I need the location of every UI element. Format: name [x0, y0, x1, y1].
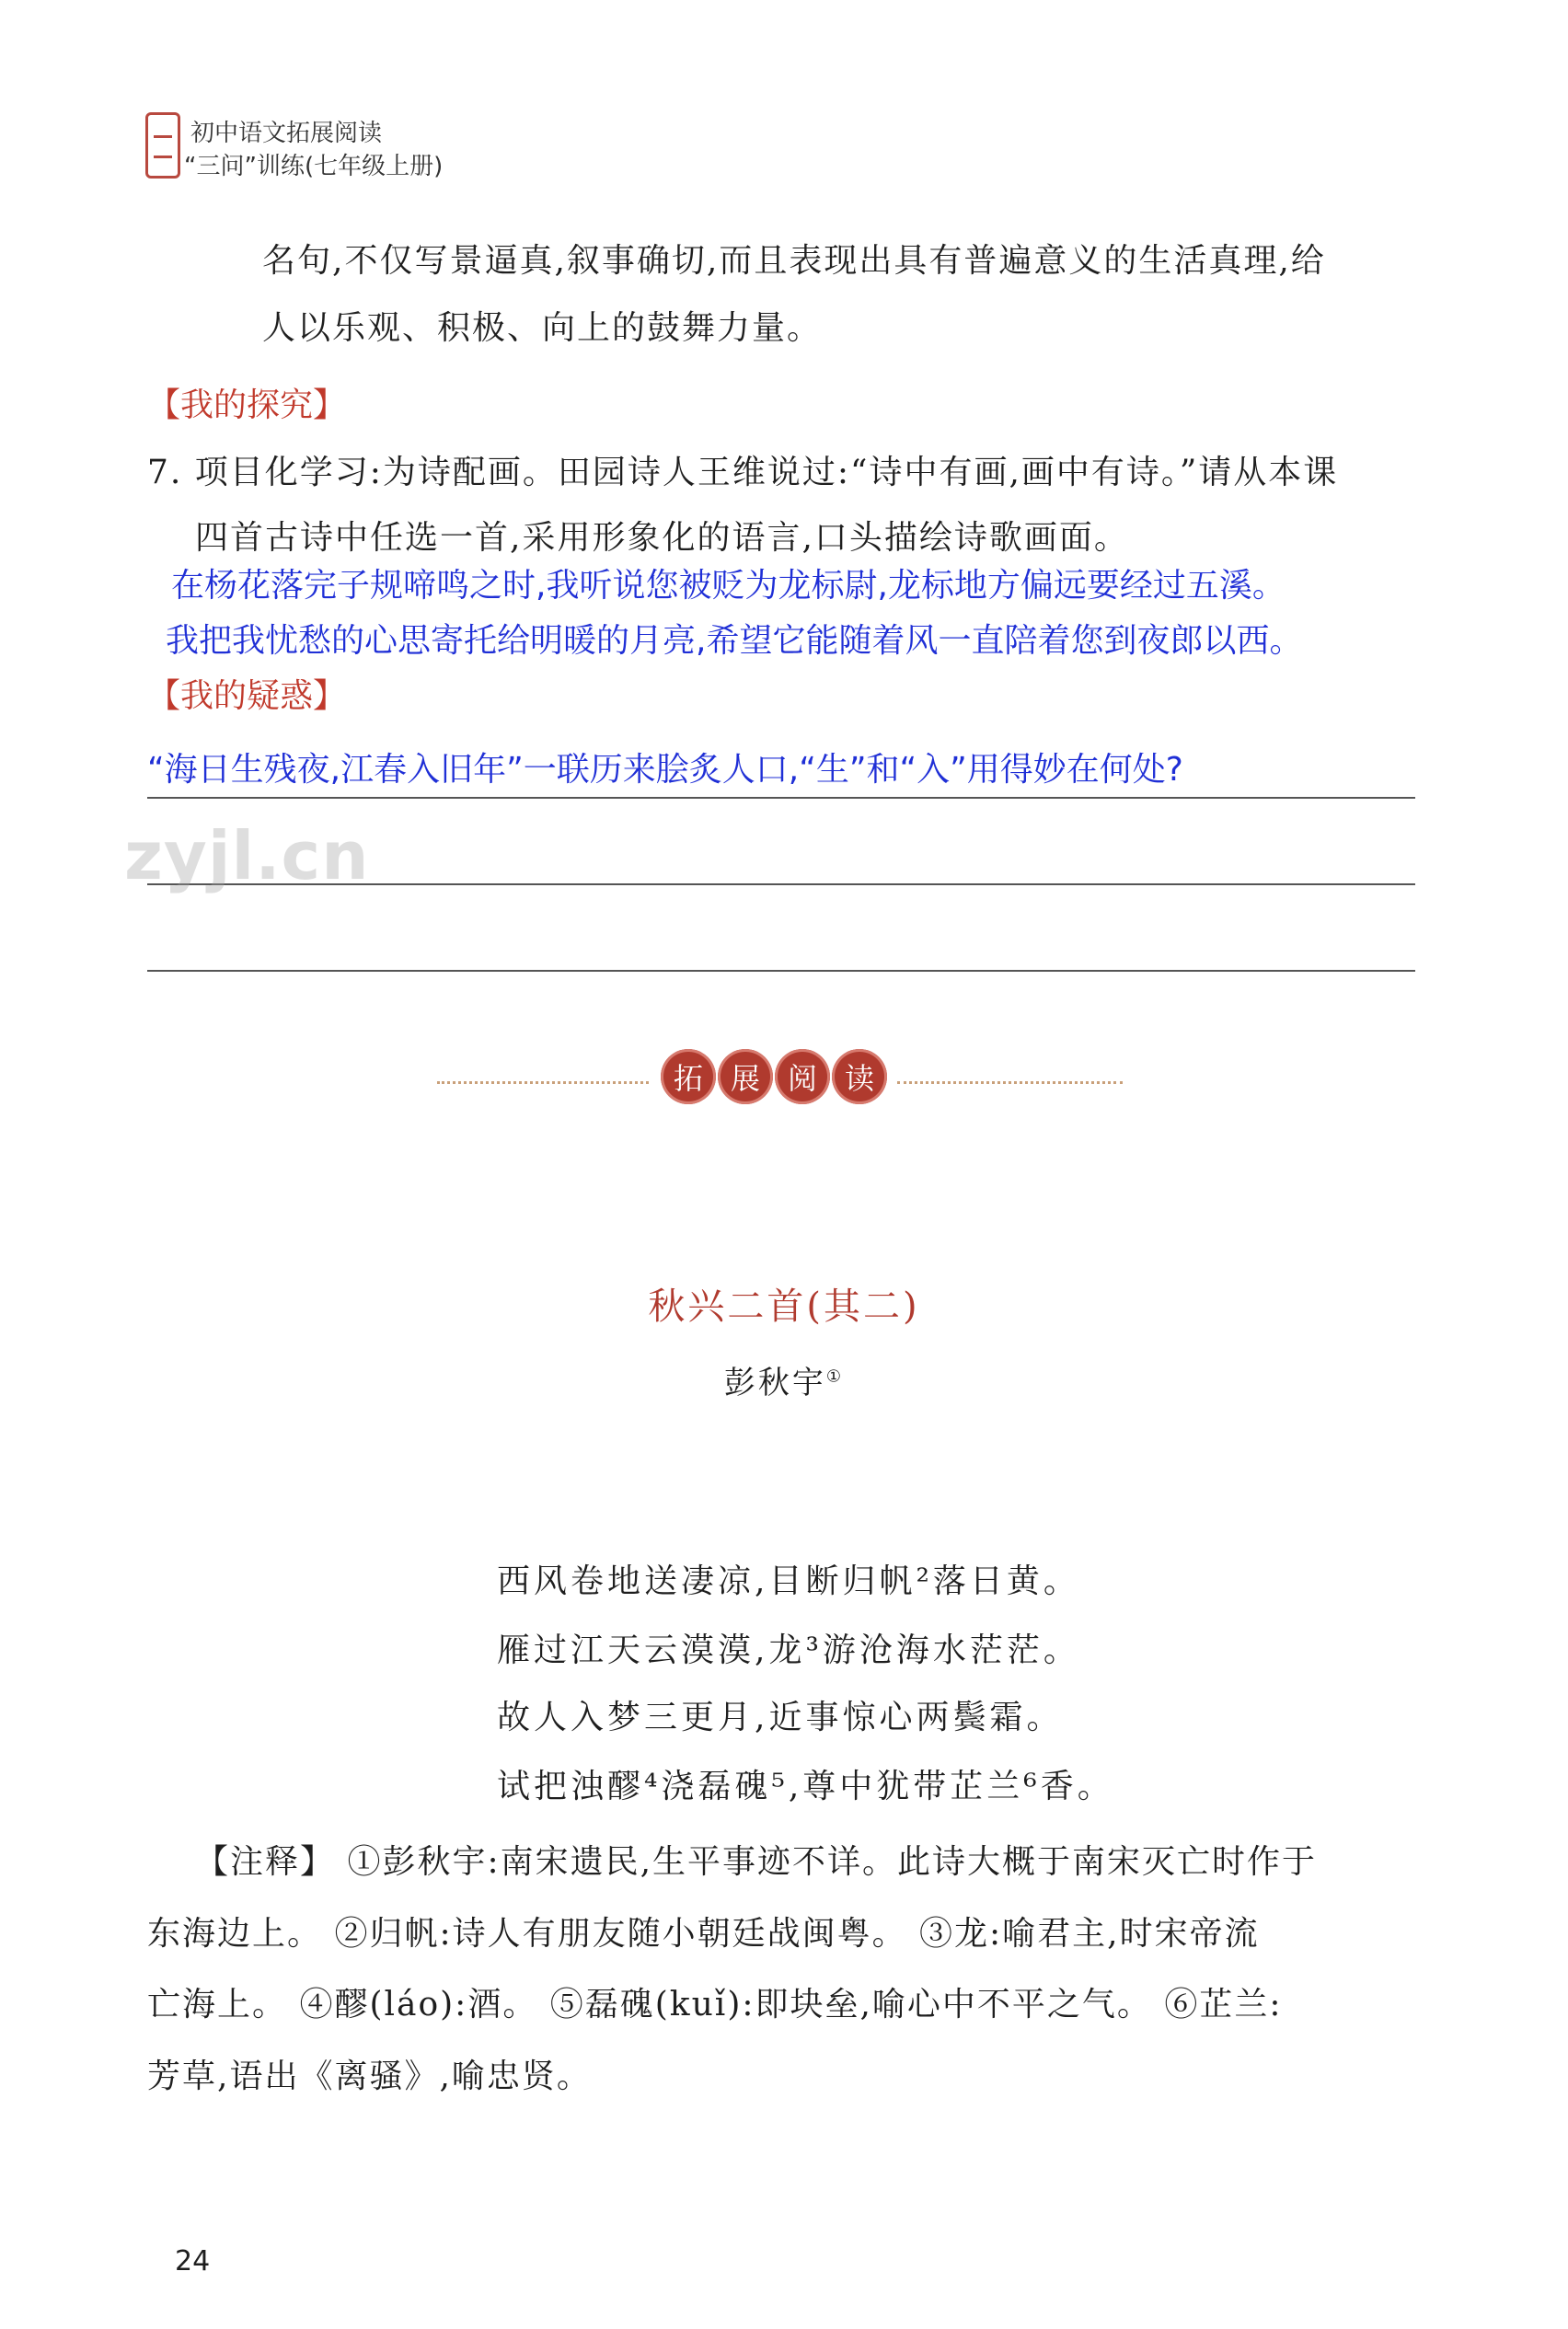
- question-7-line-2: 四首古诗中任选一首,采用形象化的语言,口头描绘诗歌画面。: [195, 519, 1129, 557]
- series-logo-icon: [145, 112, 180, 179]
- notes-line-3: 亡海上。 ④醪(láo):酒。 ⑤磊磈(kuǐ):即块垒,喻心中不平之气。 ⑥芷兰:: [147, 1986, 1283, 2023]
- watermark: zyjl.cn: [124, 817, 370, 894]
- divider-right: [897, 1081, 1123, 1084]
- divider-left: [437, 1081, 649, 1084]
- continuation-line-2: 人以乐观、积极、向上的鼓舞力量。: [262, 309, 823, 347]
- poem-line-2: 雁过江天云漠漠,龙³游沧海水茫茫。: [497, 1631, 1080, 1669]
- handwritten-answer-line-2: 我把我忧愁的心思寄托给明暖的月亮,希望它能随着风一直陪着您到夜郎以西。: [166, 622, 1303, 660]
- poem-author: [0, 1357, 1568, 1402]
- doubt-label: 【我的疑惑】: [147, 677, 347, 715]
- page-number: 24: [175, 2245, 211, 2277]
- continuation-line-1: 名句,不仅写景逼真,叙事确切,而且表现出具有普遍意义的生活真理,给: [262, 242, 1326, 280]
- poem-line-4: 试把浊醪⁴浇磊磈⁵,尊中犹带芷兰⁶香。: [497, 1768, 1114, 1805]
- author-note-mark: ①: [825, 1366, 845, 1387]
- badge-char: 展: [718, 1049, 773, 1104]
- handwritten-doubt-answer: “海日生残夜,江春入旧年”一联历来脍炙人口,“生”和“入”用得妙在何处?: [147, 751, 1183, 789]
- header-book: “三问”训练(七年级上册): [184, 153, 444, 180]
- answer-line-1: [147, 797, 1415, 799]
- poem-line-1: 西风卷地送凄凉,目断归帆²落日黄。: [497, 1562, 1080, 1600]
- badge-char: 拓: [661, 1049, 716, 1104]
- poem-title: 秋兴二首(其二): [648, 1286, 920, 1328]
- badge-char: 读: [832, 1049, 887, 1104]
- header-series: 初中语文拓展阅读: [190, 120, 383, 147]
- notes-line-2: 东海边上。 ②归帆:诗人有朋友随小朝廷战闽粤。 ③龙:喻君主,时宋帝流: [147, 1915, 1260, 1953]
- answer-line-3: [147, 970, 1415, 972]
- poem-line-3: 故人入梦三更月,近事惊心两鬓霜。: [497, 1699, 1064, 1736]
- section-badge: [661, 1049, 887, 1104]
- notes-line-4: 芳草,语出《离骚》,喻忠贤。: [147, 2058, 592, 2095]
- badge-char: 阅: [775, 1049, 830, 1104]
- author-name: 彭秋宇: [723, 1365, 826, 1401]
- question-7-line-1: 7. 项目化学习:为诗配画。田园诗人王维说过:“诗中有画,画中有诗。”请从本课: [147, 454, 1339, 491]
- handwritten-answer-line-1: 在杨花落完子规啼鸣之时,我听说您被贬为龙标尉,龙标地方偏远要经过五溪。: [171, 567, 1286, 605]
- notes-line-1: 【注释】 ①彭秋宇:南宋遗民,生平事迹不详。此诗大概于南宋灭亡时作于: [195, 1843, 1318, 1881]
- explore-label: 【我的探究】: [147, 386, 347, 424]
